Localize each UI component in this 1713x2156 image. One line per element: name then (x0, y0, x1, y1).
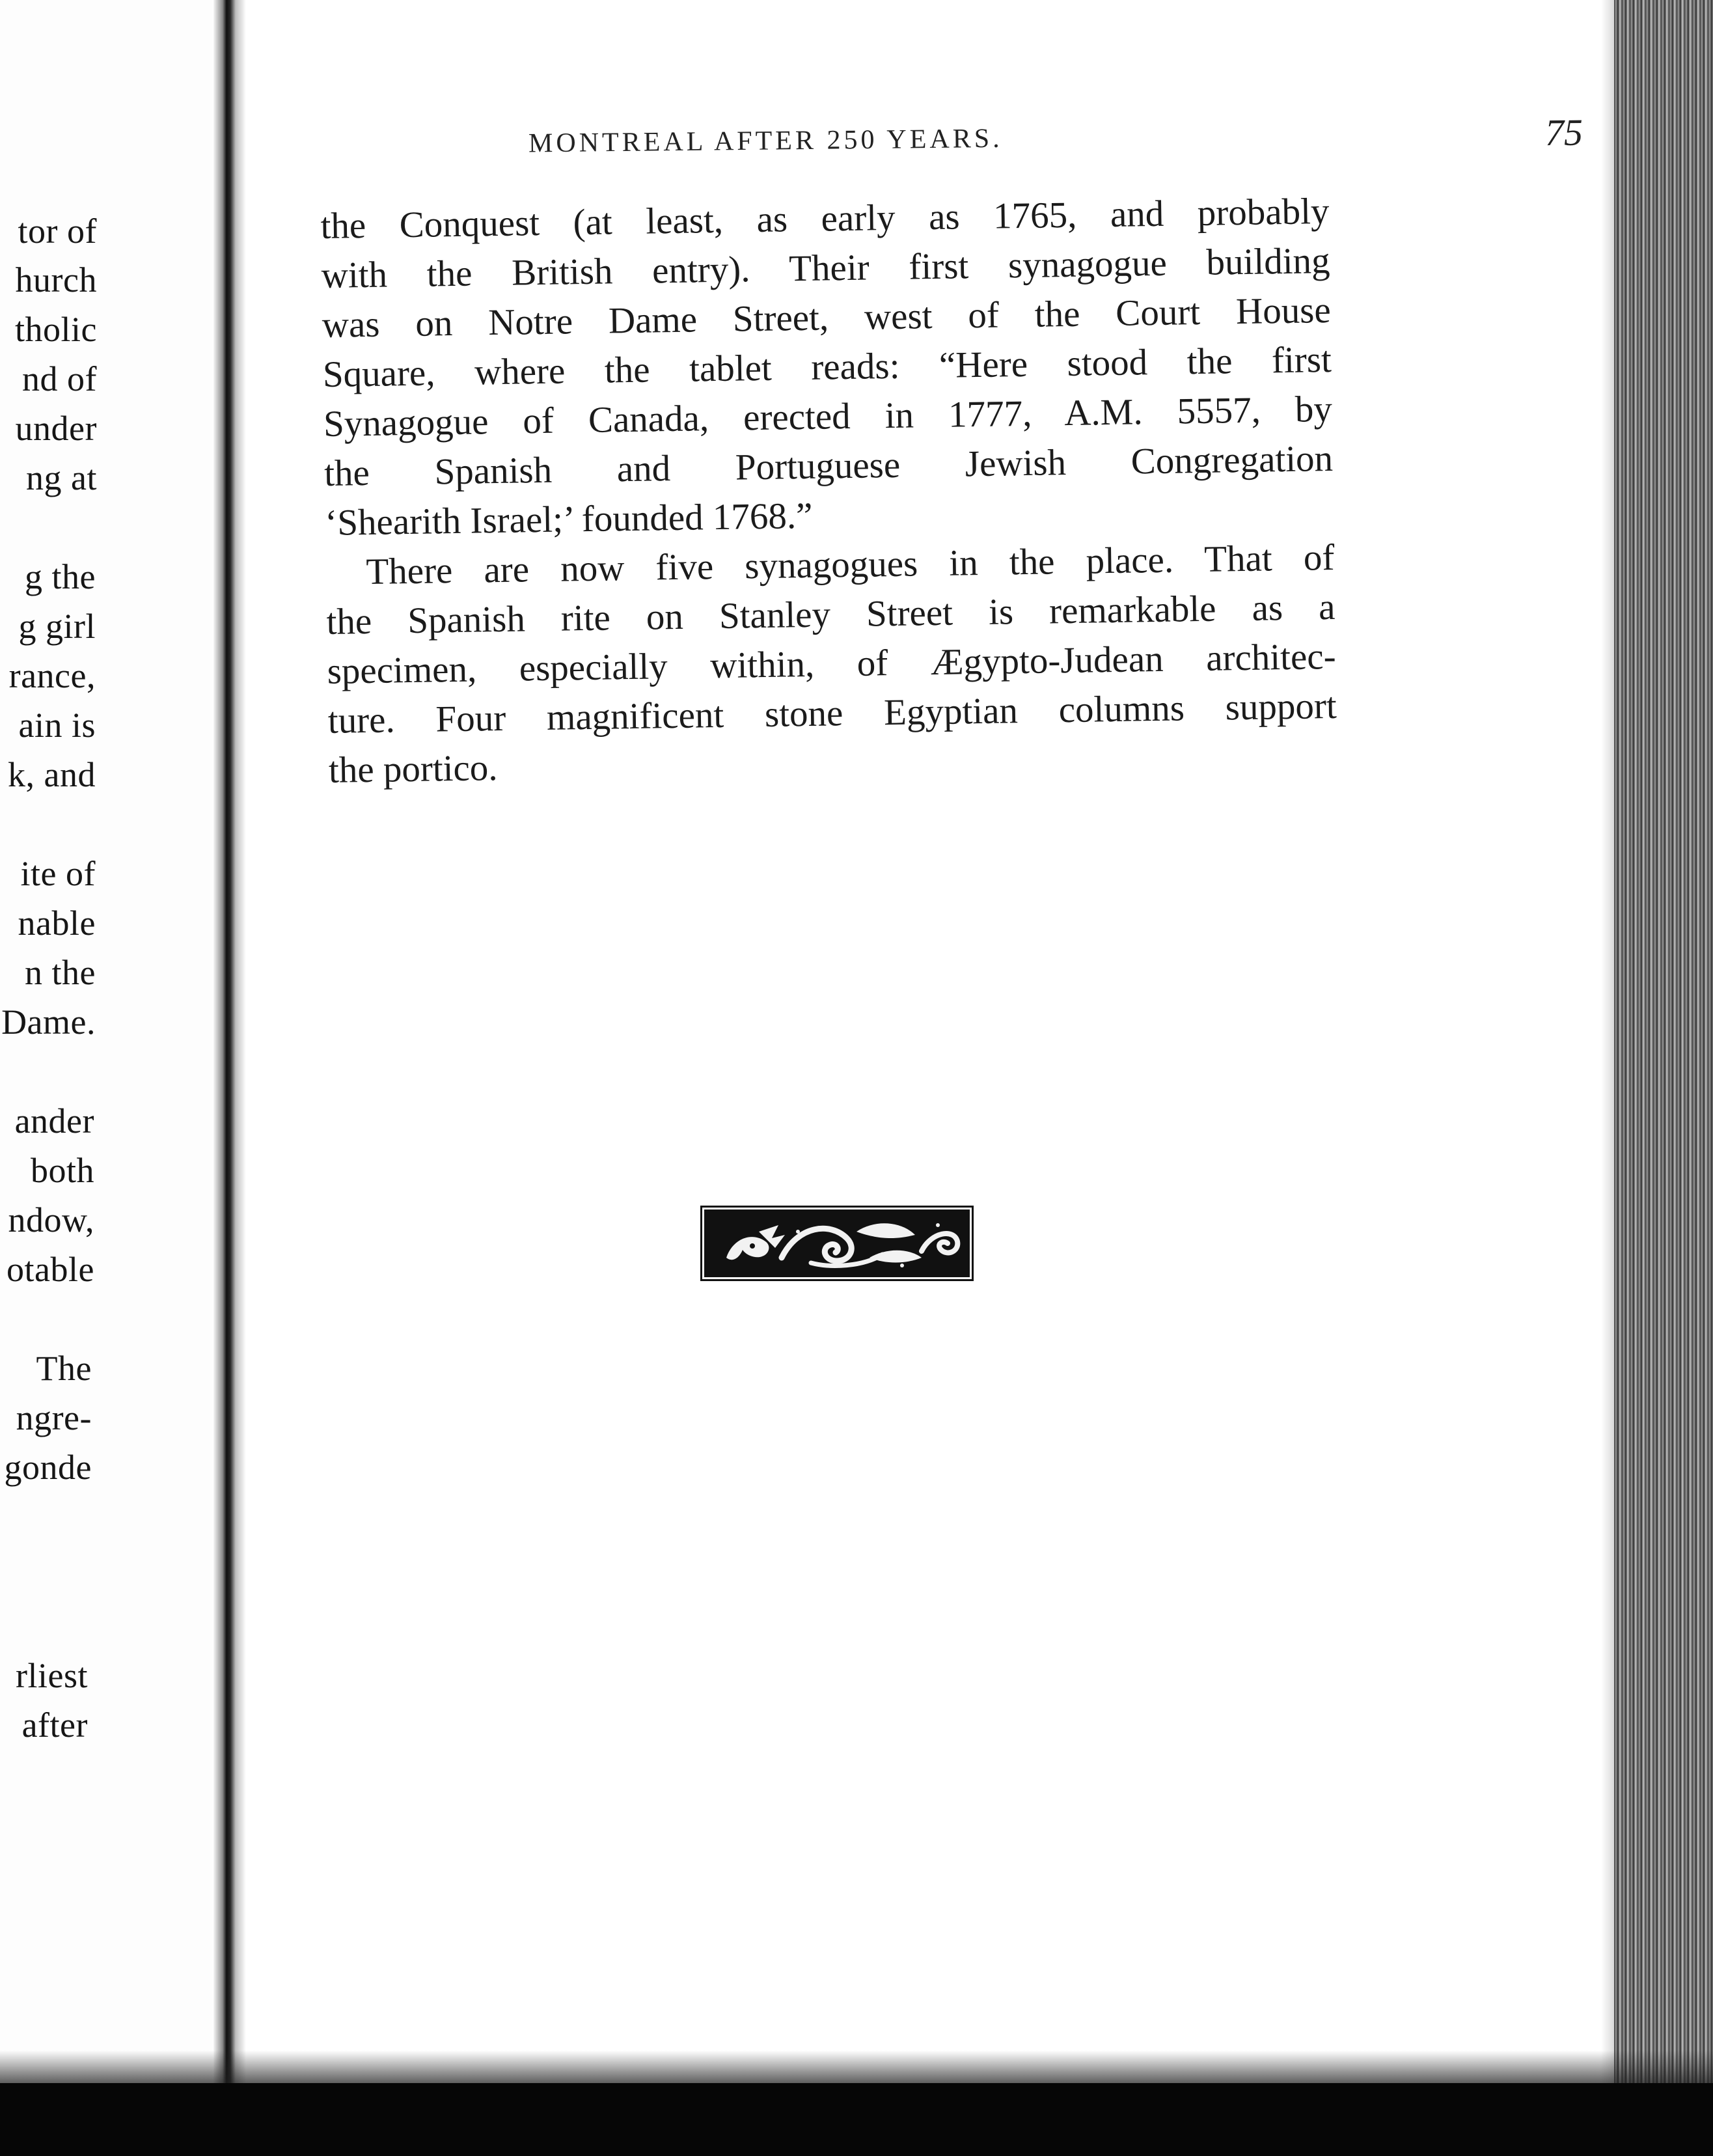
floral-scroll-ornament-icon (704, 1209, 970, 1277)
book-gutter (213, 0, 259, 2156)
left-page-line: ngre- (16, 1398, 92, 1437)
scan-bottom-border (0, 2083, 1713, 2156)
book-fore-edge (1614, 0, 1713, 2083)
paragraph-2 (325, 533, 1337, 795)
left-page-line: after (21, 1706, 88, 1745)
text-line: Square, where the tablet reads: “Here stood the first (322, 339, 1332, 395)
main-page (255, 0, 1614, 2083)
text-line: the Spanish and Portuguese Jewish Congregation (323, 437, 1334, 494)
text-line: ‘Shearith Israel;’ founded 1768.” (324, 495, 813, 544)
left-page-line: ndow, (8, 1200, 94, 1239)
left-page-line: under (15, 409, 97, 448)
left-page-line: ite of (20, 854, 96, 893)
left-page-line: nd of (22, 359, 97, 398)
left-page-line: tor of (18, 212, 97, 251)
left-page-line: gonde (4, 1448, 92, 1487)
text-line: There are now five synagogues in the place. That of (365, 536, 1335, 593)
left-page-line: rliest (16, 1656, 88, 1695)
text-line: the Spanish rite on Stanley Street is remarkable as a (326, 586, 1336, 643)
left-page-line: ain is (18, 706, 96, 745)
left-page-line: The (36, 1349, 92, 1388)
left-page-line: tholic (15, 310, 97, 349)
left-page-line: ander (14, 1101, 94, 1140)
text-line: ture. Four magnificent stone Egyptian columns support (327, 685, 1337, 741)
left-page-line: k, and (8, 755, 96, 794)
body-text (320, 187, 1337, 795)
text-line: with the British entry). Their first synagogue building (321, 240, 1330, 296)
left-page-line: both (30, 1151, 94, 1190)
left-page-line: hurch (15, 260, 97, 299)
left-page-line: Dame. (1, 1002, 96, 1042)
left-page-line: otable (7, 1250, 94, 1289)
text-line: specimen, especially within, of Ægypto-Judean architec- (327, 635, 1336, 692)
left-page-line: ng at (26, 458, 97, 497)
text-line: the Conquest (at least, as early as 1765, and probably (320, 191, 1330, 247)
page-number: 75 (1544, 111, 1583, 154)
text-line: was on Notre Dame Street, west of the Court House (322, 289, 1332, 346)
running-title: MONTREAL AFTER 250 YEARS. (528, 123, 1003, 159)
text-line: the portico. (328, 747, 498, 791)
running-head (528, 111, 1583, 167)
text-line: Synagogue of Canada, erected in 1777, A.M. 5557, by (323, 388, 1333, 445)
left-page-line: n the (25, 953, 96, 992)
left-page-line: g the (25, 557, 96, 596)
left-facing-page (0, 0, 225, 2156)
left-page-line: nable (18, 904, 96, 943)
left-page-line: g girl (18, 607, 96, 646)
paragraph-1 (320, 187, 1334, 548)
left-page-line: rance, (8, 656, 96, 695)
